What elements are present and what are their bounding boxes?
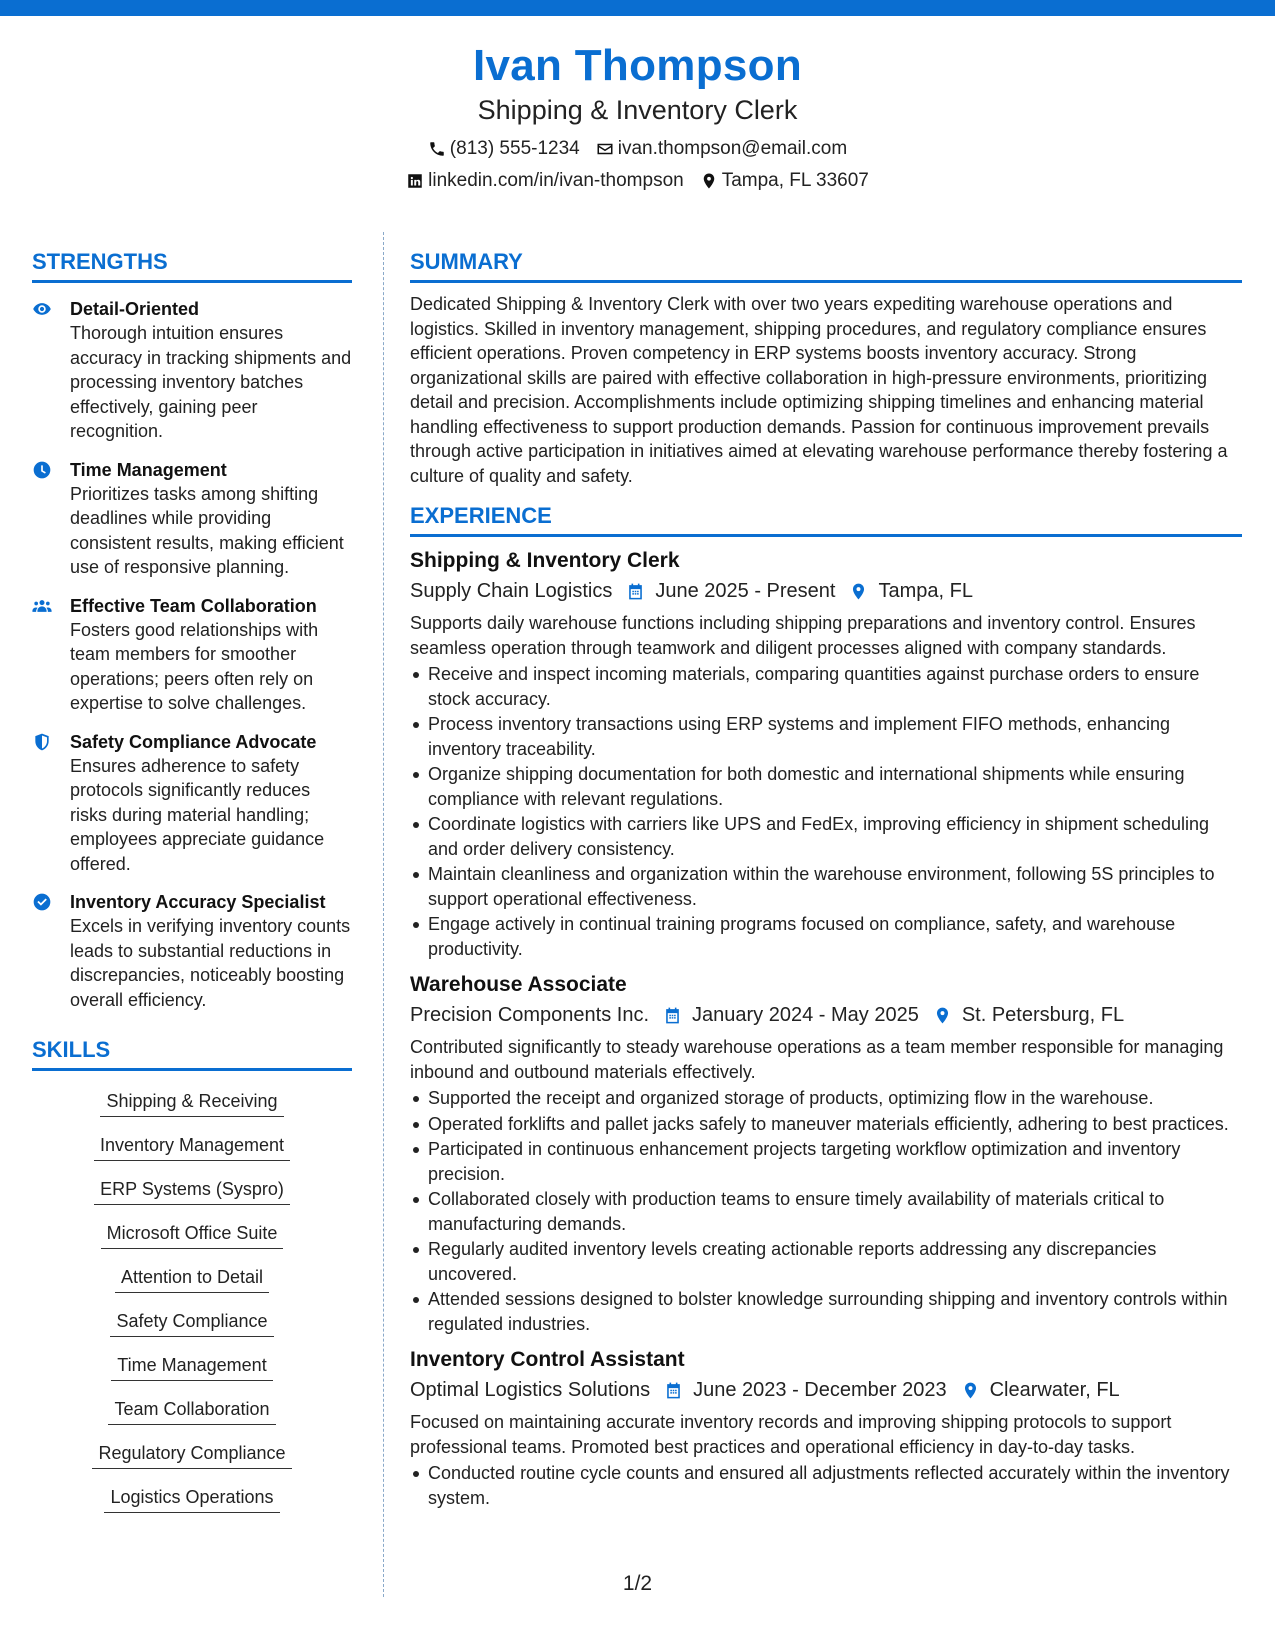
job-bullets <box>410 662 1242 961</box>
calendar-icon <box>626 582 645 601</box>
summary-text: Dedicated Shipping & Inventory Clerk with over two years expediting warehouse operations and logistics. Skilled in inventory management, shipping procedures, and regulatory compliance ensures efficient operations. Proven competency in ERP systems boosts inventory accuracy. Strong organizational skills are paired with effective collaboration in high-pressure environments, prioritizing detail and precision. Accomplishments include optimizing shipping timelines and enhancing material handling effectiveness to support production demands. Passion for continuous improvement prevails through active participation in initiatives aimed at elevating warehouse performance thereby fostering a culture of quality and safety. <box>410 294 1228 486</box>
contact-email[interactable] <box>596 137 847 161</box>
experience-heading: EXPERIENCE <box>410 502 1242 537</box>
skill-item: Logistics Operations <box>104 1485 279 1513</box>
skill-item: Time Management <box>111 1353 272 1381</box>
job-entry <box>410 547 1242 961</box>
skill-item: Team Collaboration <box>108 1397 275 1425</box>
job-role: Warehouse Associate <box>410 973 627 996</box>
eye-icon <box>32 299 52 319</box>
strength-title: Time Management <box>70 459 227 480</box>
job-meta <box>410 1001 1242 1029</box>
job-role: Shipping & Inventory Clerk <box>410 549 680 572</box>
strength-item <box>32 458 352 580</box>
job-bullet: Process inventory transactions using ERP systems and implement FIFO methods, enhancing inventory traceability. <box>410 712 1242 761</box>
job-dates: January 2024 - May 2025 <box>692 1004 919 1026</box>
map-pin-icon <box>961 1381 980 1400</box>
linkedin-icon <box>406 172 424 190</box>
strengths-heading: STRENGTHS <box>32 248 352 283</box>
right-column <box>410 248 1242 1510</box>
candidate-title: Shipping & Inventory Clerk <box>477 95 798 125</box>
job-bullet: Operated forklifts and pallet jacks safely to maneuver materials efficiently, adhering to best practices. <box>410 1112 1242 1137</box>
shield-icon <box>32 732 52 752</box>
job-bullet: Organize shipping documentation for both domestic and international shipments while ensuring compliance with relevant regulations. <box>410 762 1242 811</box>
column-divider <box>383 232 384 1597</box>
skill-item: Safety Compliance <box>110 1309 273 1337</box>
job-company: Supply Chain Logistics <box>410 580 613 602</box>
job-bullet: Attended sessions designed to bolster knowledge surrounding shipping and inventory controls within regulated industries. <box>410 1287 1242 1336</box>
email-text: ivan.thompson@email.com <box>617 138 848 159</box>
job-company: Optimal Logistics Solutions <box>410 1379 651 1401</box>
job-meta <box>410 1376 1242 1404</box>
skills-heading: SKILLS <box>32 1036 352 1071</box>
map-pin-icon <box>933 1006 952 1025</box>
job-meta <box>410 577 1242 605</box>
strength-title: Detail-Oriented <box>70 299 200 319</box>
job-bullets <box>410 1461 1242 1510</box>
contact-row-2 <box>0 169 1275 193</box>
phone-icon <box>428 140 446 158</box>
location-text: Tampa, FL 33607 <box>721 170 869 191</box>
clock-icon <box>32 460 52 480</box>
job-dates: June 2025 - Present <box>655 580 836 602</box>
strength-title: Safety Compliance Advocate <box>70 731 317 752</box>
top-accent-bar <box>0 0 1275 16</box>
phone-text: (813) 555-1234 <box>449 138 580 159</box>
job-bullet: Conducted routine cycle counts and ensured all adjustments reflected accurately within the inventory system. <box>410 1461 1242 1510</box>
job-bullet: Maintain cleanliness and organization within the warehouse environment, following 5S principles to support operational effectiveness. <box>410 862 1242 911</box>
candidate-name: Ivan Thompson <box>472 41 803 90</box>
skill-item: Shipping & Receiving <box>100 1089 283 1117</box>
calendar-icon <box>664 1381 683 1400</box>
users-icon <box>32 596 52 616</box>
skill-item: Regulatory Compliance <box>92 1441 291 1469</box>
job-role: Inventory Control Assistant <box>410 1348 685 1371</box>
contact-location <box>700 169 869 193</box>
job-bullet: Regularly audited inventory levels creating actionable reports addressing any discrepancies uncovered. <box>410 1237 1242 1286</box>
job-bullet: Engage actively in continual training programs focused on compliance, safety, and warehouse productivity. <box>410 912 1242 961</box>
strength-desc: Ensures adherence to safety protocols significantly reduces risks during material handling; employees appreciate guidance offered. <box>70 755 325 874</box>
job-description: Contributed significantly to steady warehouse operations as a team member responsible for managing inbound and outbound materials effectively. <box>410 1037 1224 1082</box>
job-location: Tampa, FL <box>878 580 973 602</box>
strength-item <box>32 297 352 444</box>
job-entry <box>410 971 1242 1336</box>
job-bullet: Coordinate logistics with carriers like UPS and FedEx, improving efficiency in shipment scheduling and order delivery consistency. <box>410 812 1242 861</box>
job-bullet: Participated in continuous enhancement projects targeting workflow optimization and inventory precision. <box>410 1137 1242 1186</box>
skill-item: ERP Systems (Syspro) <box>94 1177 290 1205</box>
strength-desc: Thorough intuition ensures accuracy in tracking shipments and processing inventory batches effectively, gaining peer recognition. <box>70 323 352 441</box>
job-description: Supports daily warehouse functions including shipping preparations and inventory control. Ensures seamless operation through teamwork and diligent processes aligned with company standards. <box>410 613 1196 658</box>
contact-phone <box>428 137 580 161</box>
strength-desc: Prioritizes tasks among shifting deadlines while providing consistent results, making efficient use of responsive planning. <box>70 483 344 577</box>
job-entry <box>410 1346 1242 1510</box>
job-bullet: Collaborated closely with production teams to ensure timely availability of materials critical to manufacturing demands. <box>410 1187 1242 1236</box>
job-company: Precision Components Inc. <box>410 1004 650 1026</box>
map-pin-icon <box>700 172 718 190</box>
strength-desc: Fosters good relationships with team members for smoother operations; peers often rely on expertise to solve challenges. <box>70 619 319 713</box>
page-number: 1/2 <box>622 1572 653 1595</box>
calendar-icon <box>663 1006 682 1025</box>
left-column <box>32 248 352 1513</box>
job-bullet: Receive and inspect incoming materials, comparing quantities against purchase orders to ensure stock accuracy. <box>410 662 1242 711</box>
job-bullet: Supported the receipt and organized storage of products, optimizing flow in the warehouse. <box>410 1086 1242 1111</box>
envelope-icon <box>596 140 614 158</box>
skill-item: Inventory Management <box>94 1133 290 1161</box>
summary-heading: SUMMARY <box>410 248 1242 283</box>
strength-item <box>32 890 352 1012</box>
strength-title: Inventory Accuracy Specialist <box>70 892 326 912</box>
strength-desc: Excels in verifying inventory counts leads to substantial reductions in discrepancies, noticeably boosting overall efficiency. <box>70 916 351 1010</box>
job-description: Focused on maintaining accurate inventory records and improving shipping protocols to support professional teams. Promoted best practices and operational efficiency in day-to-day tasks. <box>410 1412 1172 1457</box>
strength-item <box>32 594 352 716</box>
job-location: Clearwater, FL <box>989 1379 1120 1401</box>
resume-header <box>0 40 1275 193</box>
contact-row-1 <box>0 137 1275 161</box>
check-circle-icon <box>32 892 52 912</box>
job-dates: June 2023 - December 2023 <box>693 1379 947 1401</box>
job-location: St. Petersburg, FL <box>961 1004 1125 1026</box>
skills-list <box>32 1081 352 1513</box>
contact-linkedin[interactable] <box>406 169 684 193</box>
job-bullets <box>410 1086 1242 1336</box>
map-pin-icon <box>849 582 868 601</box>
skill-item: Microsoft Office Suite <box>101 1221 284 1249</box>
skill-item: Attention to Detail <box>115 1265 269 1293</box>
linkedin-text: linkedin.com/in/ivan-thompson <box>428 170 684 191</box>
strength-title: Effective Team Collaboration <box>70 595 317 616</box>
strength-item <box>32 730 352 877</box>
